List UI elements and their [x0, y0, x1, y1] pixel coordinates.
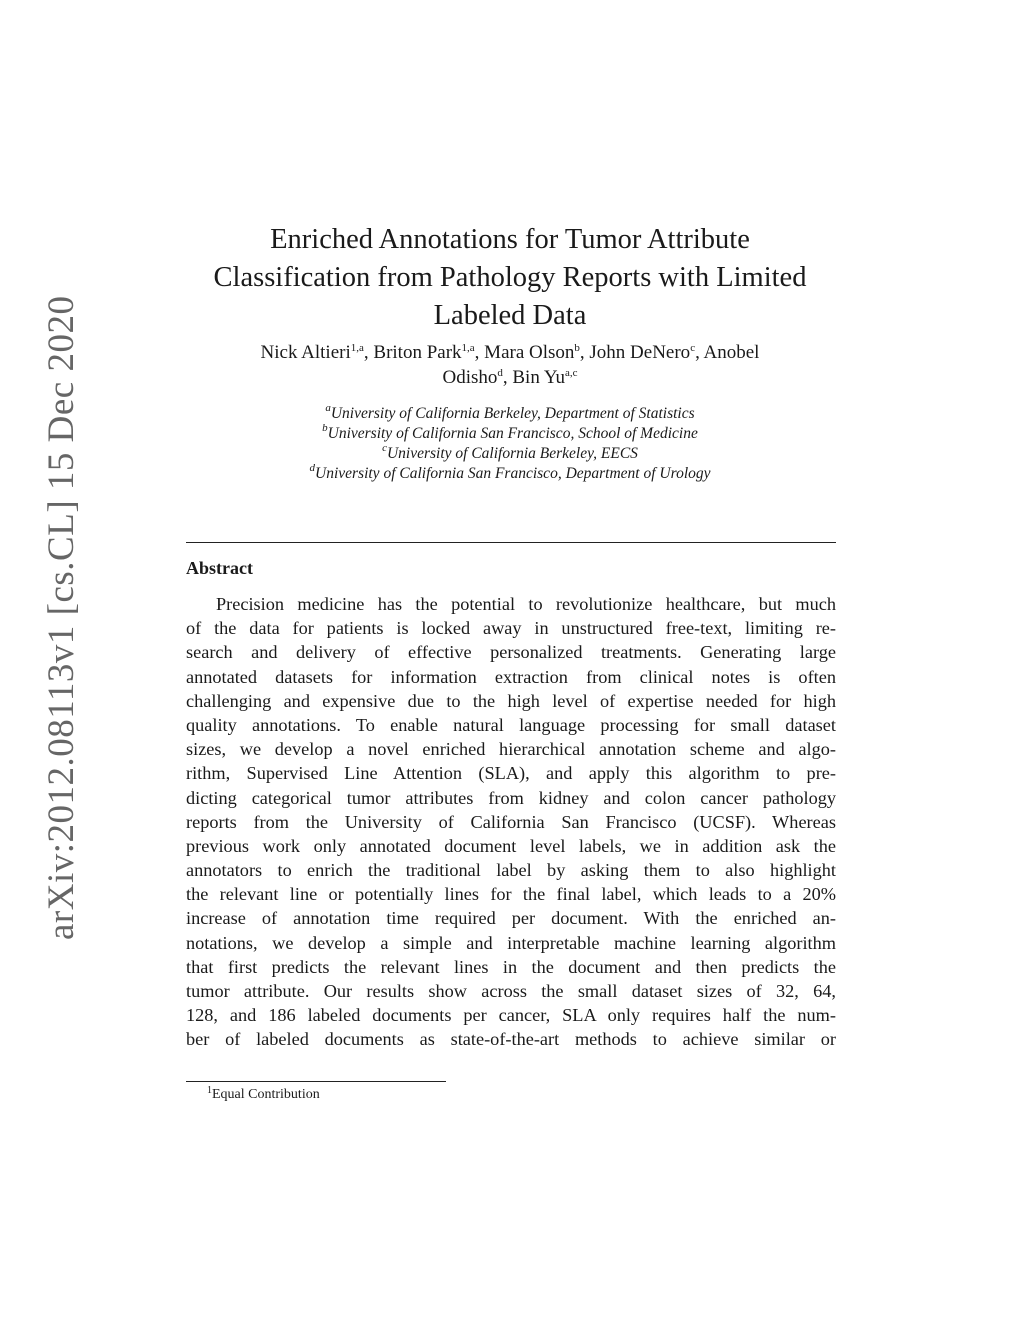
- author-name: Briton Park: [373, 342, 462, 363]
- affiliation-list: [180, 404, 840, 484]
- affiliation-text: University of California San Francisco, School of Medicine: [327, 425, 698, 442]
- abstract-line: 128, and 186 labeled documents per cancer, SLA only requires half the num-: [186, 1005, 836, 1026]
- affiliation: [180, 444, 840, 464]
- abstract-top-rule: [186, 542, 836, 543]
- abstract-line: reports from the University of California San Francisco (UCSF). Whereas: [186, 811, 836, 832]
- abstract-line: search and delivery of effective personalized treatments. Generating large: [186, 642, 836, 663]
- abstract-line: Precision medicine has the potential to revolutionize healthcare, but much: [216, 594, 836, 614]
- abstract-line: quality annotations. To enable natural language processing for small dataset: [186, 714, 836, 735]
- abstract-line: that first predicts the relevant lines in the document and then predicts the: [186, 956, 836, 977]
- author-name: Mara Olson: [484, 342, 575, 363]
- abstract-body: [186, 592, 836, 1052]
- author-affiliation-mark: b: [574, 342, 580, 354]
- affiliation-mark: b: [322, 422, 328, 434]
- affiliation-mark: d: [309, 462, 315, 474]
- title-line: Enriched Annotations for Tumor Attribute: [270, 224, 750, 256]
- author-affiliation-mark: d: [497, 367, 503, 379]
- footnote-mark: 1: [207, 1085, 212, 1096]
- author-name: Bin Yu: [512, 367, 565, 388]
- author-name: Nick Altieri: [260, 342, 351, 363]
- affiliation-text: University of California Berkeley, Department of Statistics: [330, 405, 695, 422]
- abstract-line: annotated datasets for information extraction from clinical notes is often: [186, 666, 836, 687]
- abstract-heading: Abstract: [186, 558, 253, 578]
- author-separator: ,: [695, 342, 704, 363]
- author-name: Odisho: [442, 367, 498, 388]
- abstract-line: ber of labeled documents as state-of-the-art methods to achieve similar or: [186, 1029, 836, 1050]
- author-line: [180, 365, 840, 390]
- abstract-line: rithm, Supervised Line Attention (SLA), and apply this algorithm to pre-: [186, 763, 836, 784]
- author-separator: ,: [474, 342, 485, 363]
- author-affiliation-mark: c: [690, 342, 696, 354]
- author-separator: ,: [502, 367, 513, 388]
- affiliation: [180, 404, 840, 424]
- footnote-text: Equal Contribution: [212, 1087, 320, 1102]
- abstract-line: dicting categorical tumor attributes from kidney and colon cancer pathology: [186, 787, 836, 808]
- title-line: Classification from Pathology Reports with Limited: [213, 262, 807, 294]
- abstract-line: challenging and expensive due to the high level of expertise needed for high: [186, 690, 836, 711]
- affiliation-text: University of California Berkeley, EECS: [386, 445, 638, 462]
- footnote-rule: [186, 1081, 446, 1082]
- abstract-line: the relevant line or potentially lines for the final label, which leads to a 20%: [186, 884, 836, 905]
- abstract-line: increase of annotation time required per document. With the enriched an-: [186, 908, 836, 929]
- title-line: Labeled Data: [433, 300, 587, 332]
- footnote: [207, 1086, 320, 1104]
- author-affiliation-mark: 1,a: [461, 342, 475, 354]
- author-name: John DeNero: [589, 342, 691, 363]
- paper-title: [180, 221, 840, 335]
- author-affiliation-mark: 1,a: [350, 342, 364, 354]
- affiliation-mark: a: [325, 402, 331, 414]
- affiliation: [180, 464, 840, 484]
- arxiv-sidebar-stamp: arXiv:2012.08113v1 [cs.CL] 15 Dec 2020: [41, 295, 82, 940]
- affiliation: [180, 424, 840, 444]
- abstract-line: tumor attribute. Our results show across the small dataset sizes of 32, 64,: [186, 981, 836, 1001]
- author-affiliation-mark: a,c: [565, 367, 578, 379]
- affiliation-text: University of California San Francisco, Department of Urology: [315, 465, 711, 482]
- abstract-line: of the data for patients is locked away in unstructured free-text, limiting re-: [186, 618, 836, 639]
- affiliation-mark: c: [382, 442, 387, 454]
- author-separator: ,: [579, 342, 590, 363]
- author-separator: ,: [363, 342, 374, 363]
- abstract-line: sizes, we develop a novel enriched hierarchical annotation scheme and algo-: [186, 739, 836, 760]
- author-list: [180, 340, 840, 390]
- abstract-line: annotators to enrich the traditional label by asking them to also highlight: [186, 860, 836, 881]
- abstract-line: previous work only annotated document level labels, we in addition ask the: [186, 835, 836, 856]
- author-line: [180, 340, 840, 365]
- author-name: Anobel: [703, 342, 760, 363]
- abstract-line: notations, we develop a simple and interpretable machine learning algorithm: [186, 932, 836, 953]
